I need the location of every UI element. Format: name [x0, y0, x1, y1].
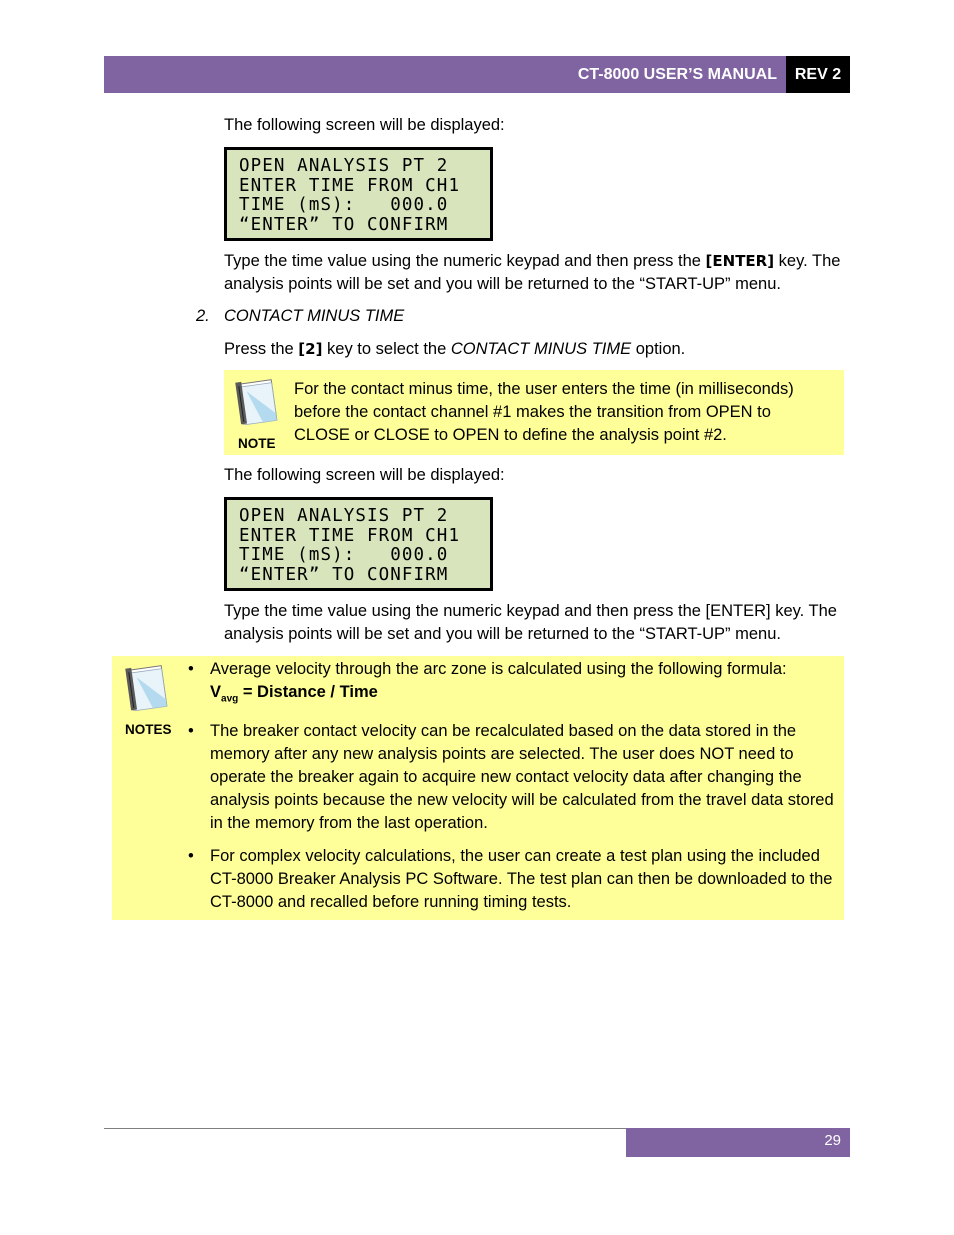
paragraph-text: Type the time value using the numeric keypad and then press the — [224, 252, 706, 270]
lcd-screen-2 — [224, 497, 493, 591]
section-heading: CONTACT MINUS TIME — [224, 307, 405, 325]
bullet-text: Average velocity through the arc zone is calculated using the following formula: — [210, 660, 787, 678]
notepad-icon — [230, 376, 282, 426]
instruction-paragraph-1 — [224, 250, 849, 296]
list-item: • The breaker contact velocity can be recalculated based on the data stored in the memory after any new analysis points are selected. The user does NOT need to operate the breaker again to acquire new contact velocity data after changing the analysis points because the new velocity will be calculated from the travel data stored in the memory from the last operation. — [188, 720, 838, 835]
notepad-icon — [120, 662, 172, 712]
enter-key-label: [ENTER] — [705, 252, 775, 270]
lcd-line: ENTER TIME FROM CH1 — [239, 175, 461, 196]
lcd-line: “ENTER” TO CONFIRM — [239, 564, 449, 585]
revision-badge: REV 2 — [786, 56, 850, 93]
manual-title: CT-8000 USER’S MANUAL — [577, 66, 777, 83]
list-number: 2. — [196, 307, 210, 325]
paragraph-text: option. — [631, 340, 686, 358]
formula-symbol: V — [210, 683, 222, 701]
footer-rule — [104, 1128, 626, 1129]
lcd-line: OPEN ANALYSIS PT 2 — [239, 156, 449, 176]
intro-text-1: The following screen will be displayed: — [224, 116, 505, 134]
note-box — [224, 370, 844, 455]
paragraph-text: key to select the — [322, 340, 451, 358]
paragraph-text: key. The analysis points will be set and you will be returned to the “START-UP” menu. — [224, 252, 841, 293]
lcd-line: TIME (mS): 000.0 — [239, 545, 449, 565]
intro-text-2: The following screen will be displayed: — [224, 466, 505, 484]
lcd-line: “ENTER” TO CONFIRM — [239, 214, 449, 235]
footer-bar — [626, 1128, 850, 1157]
velocity-formula — [210, 683, 378, 705]
lcd-line: TIME (mS): 000.0 — [239, 195, 449, 215]
notes-box — [112, 656, 844, 920]
notes-label: NOTES — [125, 722, 172, 737]
notes-list — [188, 658, 838, 914]
list-item — [188, 658, 838, 710]
note-label: NOTE — [238, 436, 276, 451]
option-name: CONTACT MINUS TIME — [450, 340, 632, 358]
formula-rest: = Distance / Time — [238, 683, 378, 701]
paragraph-text: Press the — [224, 340, 299, 358]
formula-subscript: avg — [221, 693, 239, 705]
lcd-line: OPEN ANALYSIS PT 2 — [239, 506, 449, 526]
lcd-screen-1 — [224, 147, 493, 241]
instruction-paragraph-3: Type the time value using the numeric keypad and then press the [ENTER] key. The analysis points will be set and you will be returned to the “START-UP” menu. — [224, 602, 837, 643]
key-2-label: [2] — [298, 340, 323, 358]
list-item: • For complex velocity calculations, the user can create a test plan using the included CT-8000 Breaker Analysis PC Software. The test plan can then be downloaded to the CT-8000 and recalled before running timing tests. — [188, 845, 838, 914]
note-text: For the contact minus time, the user enters the time (in milliseconds) before the contact channel #1 makes the transition from OPEN to CLOSE or CLOSE to OPEN to define the analysis point #2. — [294, 380, 794, 444]
lcd-line: ENTER TIME FROM CH1 — [239, 525, 461, 546]
instruction-paragraph-2 — [224, 338, 849, 361]
page-number: 29 — [824, 1132, 841, 1149]
